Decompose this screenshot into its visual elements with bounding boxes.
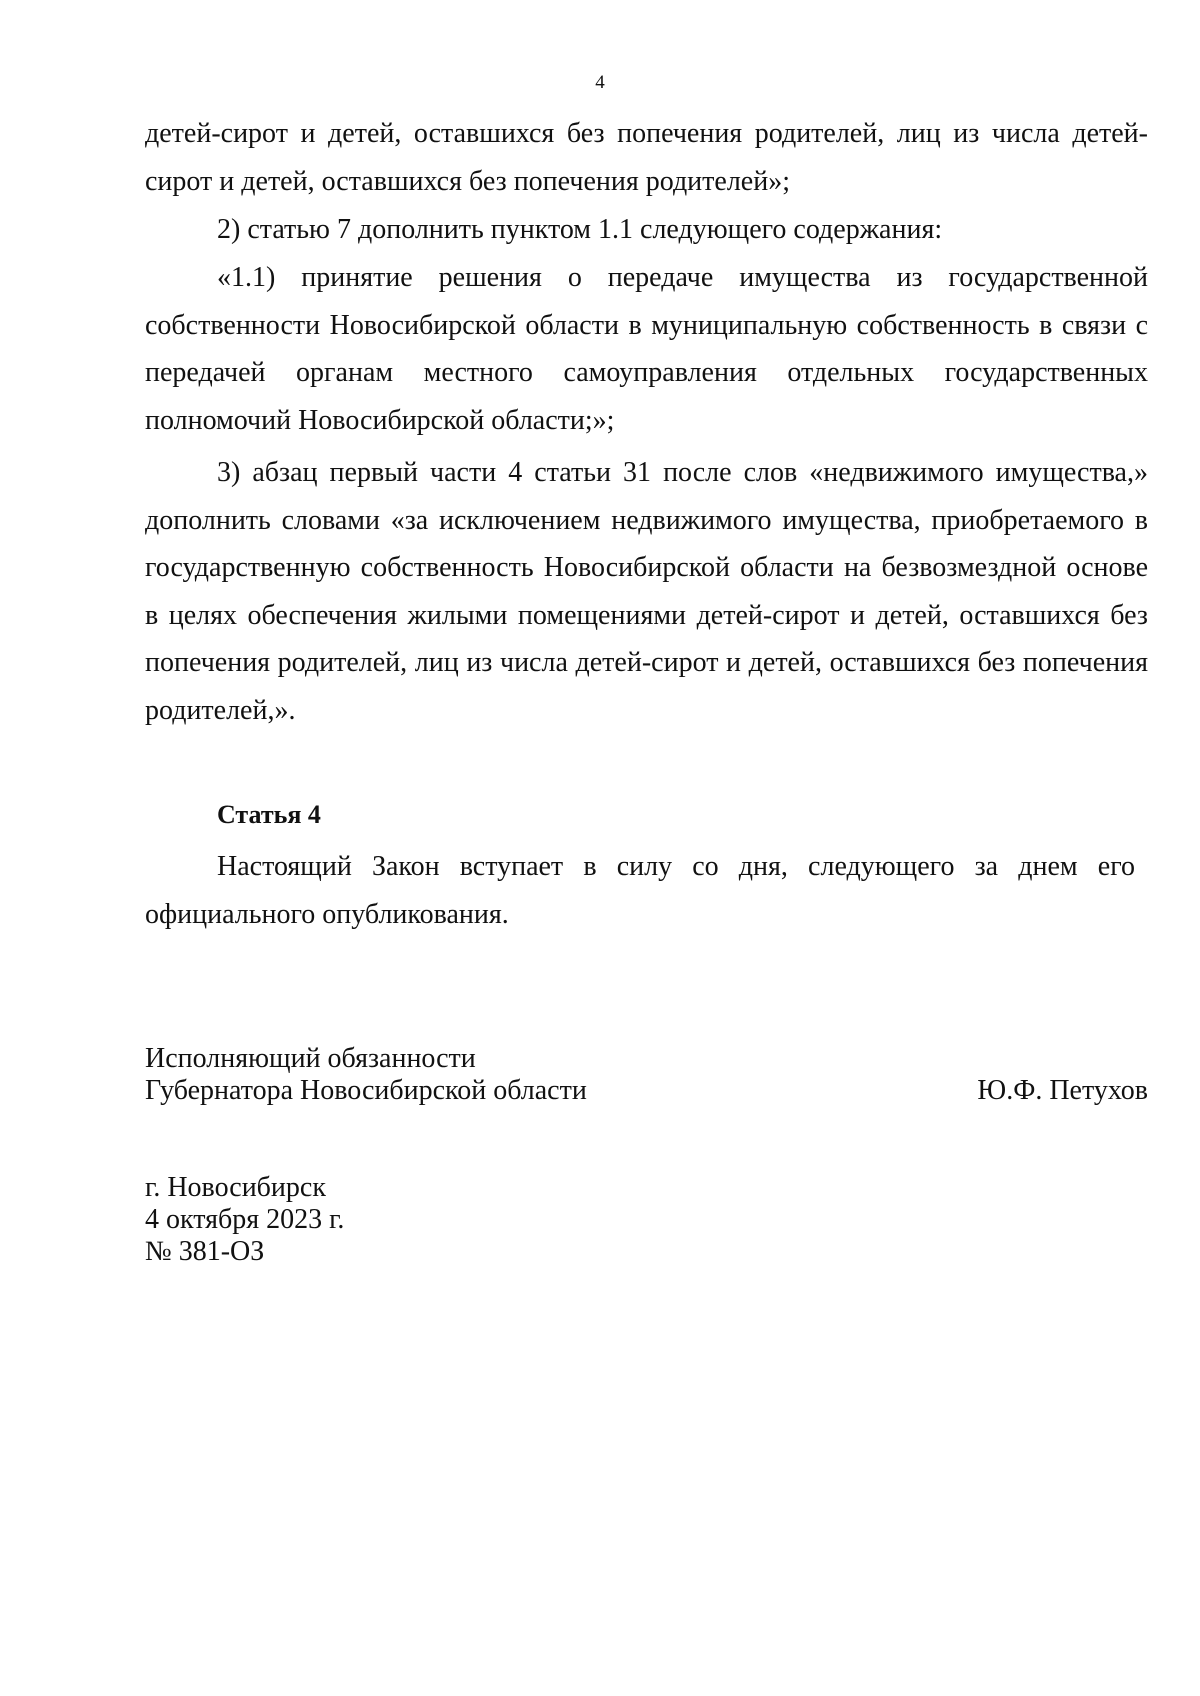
paragraph-item-3: 3) абзац первый части 4 статьи 31 после слов «недвижимого имущества,» дополнить словами «за исключением недвижимого имущества, приобретаемого в государственную собственность Новосибирской области на безвозмездной основе в целях обеспечения жилыми помещениями детей-сирот и детей, оставшихся без попечения родителей, лиц из числа детей-сирот и детей, оставшихся без попечения родителей,». (145, 457, 1148, 726)
footer-city: г. Новосибирск (145, 1172, 326, 1203)
signer-position-line1: Исполняющий обязанности (145, 1043, 476, 1074)
footer-number: № 381-ОЗ (145, 1236, 265, 1267)
signer-name: Ю.Ф. Петухов (977, 1075, 1148, 1106)
paragraph-item-1-1-quote: «1.1) принятие решения о передаче имущества из государственной собственности Новосибирской области в муниципальную собственность в связи с передачей органам местного самоуправления отдельных государственных полномочий Новосибирской области;»; (145, 262, 1148, 436)
paragraph-item-2: 2) статью 7 дополнить пунктом 1.1 следующего содержания: (217, 214, 943, 245)
signer-position-line2: Губернатора Новосибирской области (145, 1075, 587, 1106)
footer-block (145, 1172, 344, 1268)
paragraph-continuation: детей-сирот и детей, оставшихся без попечения родителей, лиц из числа детей-сирот и детей, оставшихся без попечения родителей»; (145, 118, 1148, 197)
footer-date: 4 октября 2023 г. (145, 1204, 345, 1235)
signature-block (145, 1043, 587, 1107)
article-text: Настоящий Закон вступает в силу со дня, следующего за днем его официального опубликования. (145, 851, 1135, 930)
page-number: 4 (595, 72, 605, 93)
article-heading: Статья 4 (217, 800, 321, 829)
